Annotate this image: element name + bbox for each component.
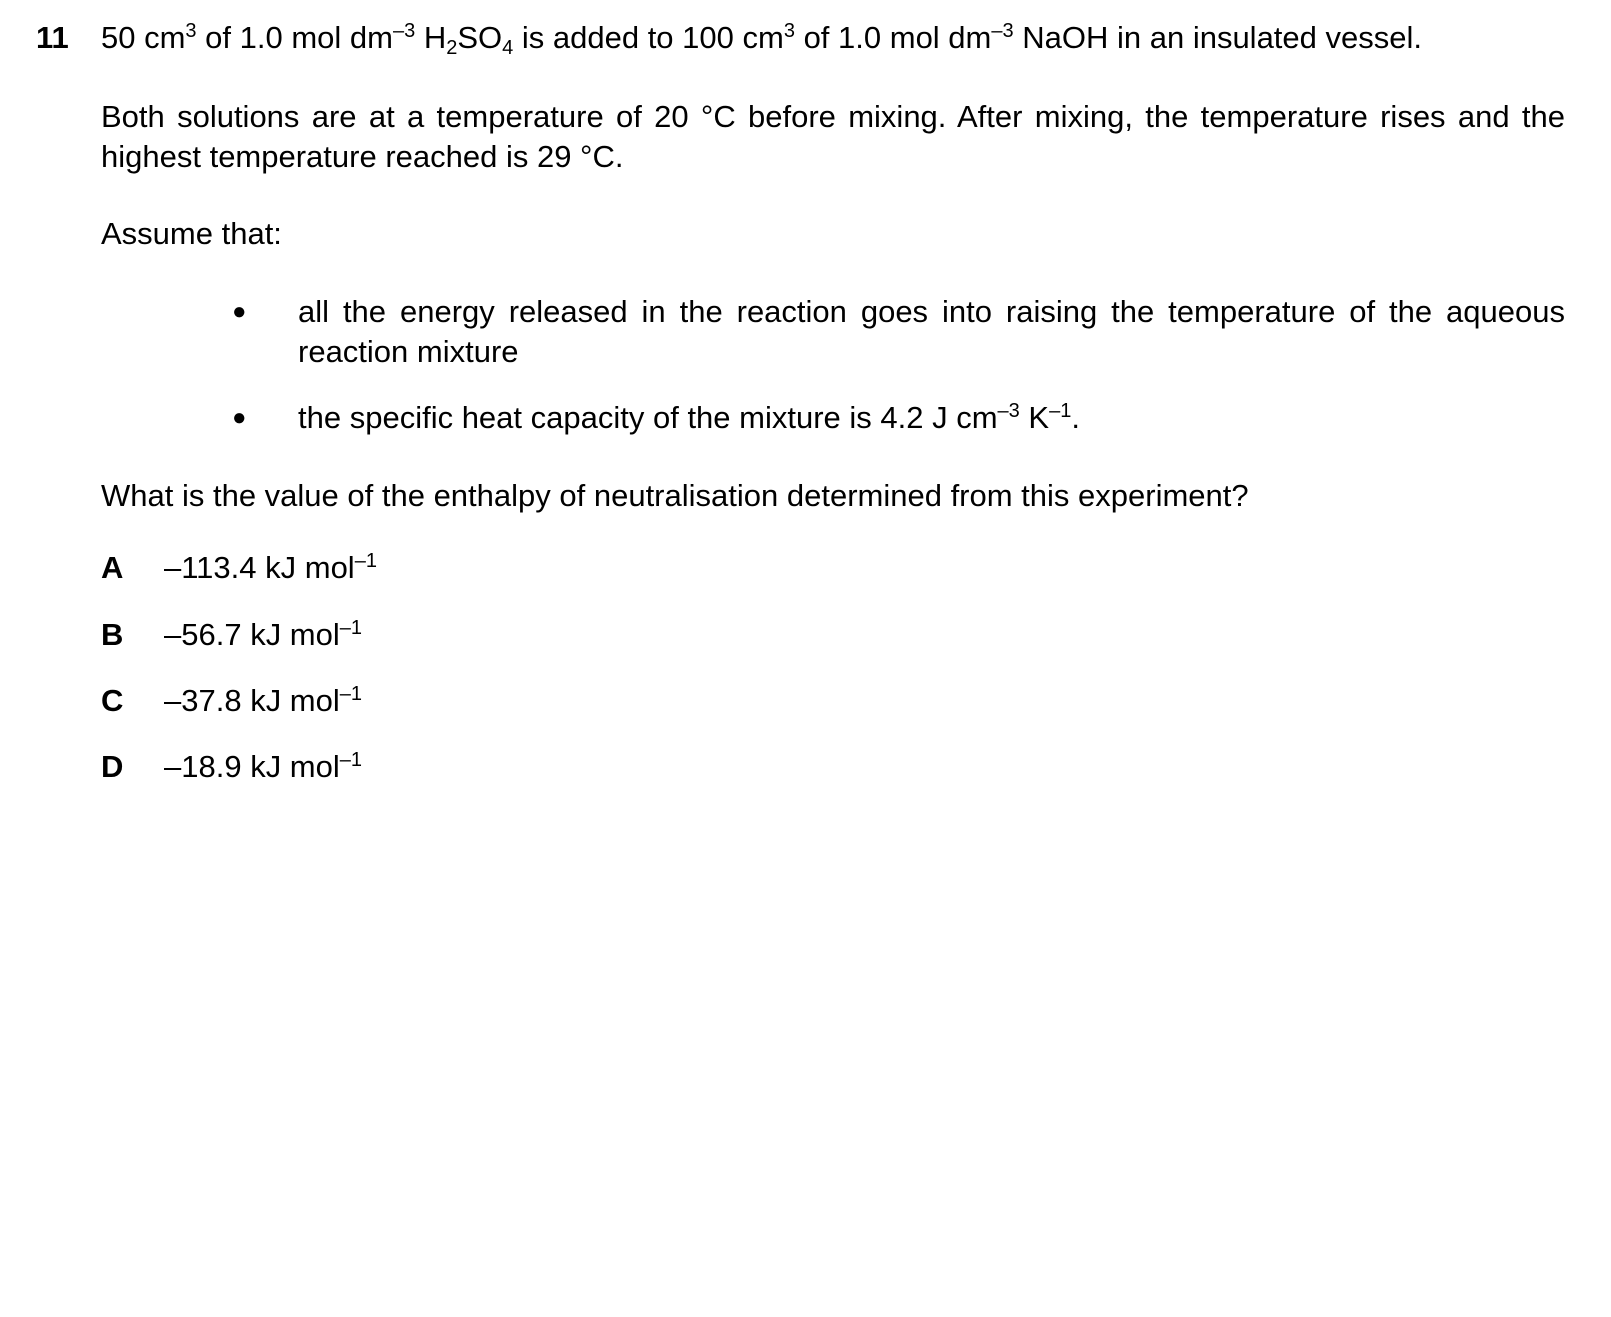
bullet-point: ● [232,404,247,431]
option-value [164,747,362,787]
option-superscript: –1 [339,749,363,771]
stem-subscript: 2 [446,37,458,59]
assume-label: Assume that: [101,216,282,251]
assumption-2-superscript: –3 [997,400,1020,422]
stem-text: of 1.0 mol dm [794,20,992,55]
option-superscript: –1 [339,683,363,705]
option-text: –56.7 kJ mol [164,617,340,652]
option-text: –113.4 kJ mol [164,550,355,585]
assumption-1: all the energy released in the reaction goes into raising the temperature of the aqueous reaction mixture [298,294,1565,369]
question-stem [101,20,1565,59]
option-value [164,681,362,721]
stem-superscript: –3 [392,20,416,42]
option-letter: C [101,683,124,718]
option-value [164,548,377,588]
question-number: 11 [36,20,69,55]
assumption-2-text: the specific heat capacity of the mixture is 4.2 J cm [298,400,998,435]
conditions-paragraph: Both solutions are at a temperature of 20 °C before mixing. After mixing, the temperature rises and the highest temperature reached is 29 °C. [101,99,1565,174]
stem-text: of 1.0 mol dm [196,20,393,55]
assumption-2 [298,398,1565,438]
assumption-2-superscript: –1 [1049,400,1072,422]
option-letter: D [101,749,124,784]
stem-text: SO [457,20,503,55]
option-letter: A [101,550,124,585]
stem-subscript: 4 [502,37,514,59]
stem-superscript: 3 [185,20,197,42]
option-superscript: –1 [354,550,377,572]
assumption-2-text: K [1019,400,1050,435]
stem-text: is added to 100 cm [513,20,784,55]
option-text: –37.8 kJ mol [164,683,340,718]
assumption-2-text: . [1071,400,1080,435]
stem-text: H [415,20,447,55]
question-prompt: What is the value of the enthalpy of neutralisation determined from this experiment? [101,478,1249,513]
option-letter: B [101,617,124,652]
stem-superscript: 3 [783,20,795,42]
option-text: –18.9 kJ mol [164,749,340,784]
stem-text: NaOH in an insulated vessel. [1013,20,1422,55]
bullet-point: ● [232,298,247,325]
option-superscript: –1 [339,617,363,639]
stem-superscript: –3 [991,20,1014,42]
option-value [164,615,362,655]
stem-text: 50 cm [101,20,186,55]
